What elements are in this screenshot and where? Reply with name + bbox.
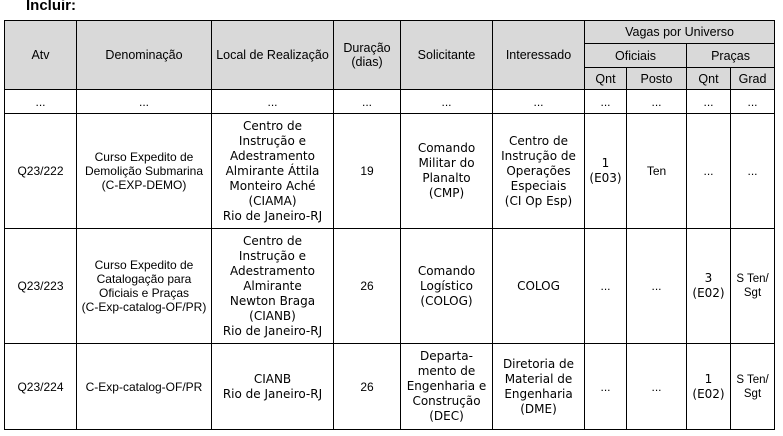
cell-qnt-oficiais: ... [585, 90, 627, 114]
activities-table [4, 20, 775, 430]
cell-interessado: COLOG [493, 229, 585, 344]
cell-interessado: Centro de Instrução de Operações Especiais (CI Op Esp) [493, 114, 585, 229]
cell-qnt-pracas: 1 (E02) [687, 344, 731, 430]
header-qnt-pracas: Qnt [687, 68, 731, 90]
cell-grad: S Ten/ Sgt [731, 229, 775, 344]
cell-interessado: Diretoria de Material de Engenharia (DME) [493, 344, 585, 430]
header-pracas: Praças [687, 44, 775, 68]
cell-atv: Q23/222 [5, 114, 77, 229]
cell-local: CIANB Rio de Janeiro-RJ [212, 344, 334, 430]
cell-local: Centro de Instrução e Adestramento Almirante Áttila Monteiro Aché (CIAMA) Rio de Janeiro-RJ [212, 114, 334, 229]
header-posto: Posto [627, 68, 687, 90]
cell-atv: ... [5, 90, 77, 114]
cell-interessado: ... [493, 90, 585, 114]
cell-denominacao: Curso Expedito de Catalogação para Oficiais e Praças (C-Exp-catalog-OF/PR) [77, 229, 212, 344]
cell-denominacao: Curso Expedito de Demolição Submarina (C-EXP-DEMO) [77, 114, 212, 229]
table-row [5, 344, 775, 430]
table-row [5, 114, 775, 229]
cell-duracao: 19 [334, 114, 401, 229]
header-denominacao: Denominação [77, 21, 212, 90]
cell-qnt-oficiais: ... [585, 229, 627, 344]
header-vagas: Vagas por Universo [585, 21, 775, 44]
cell-qnt-oficiais: 1 (E03) [585, 114, 627, 229]
cell-grad: ... [731, 90, 775, 114]
header-local: Local de Realização [212, 21, 334, 90]
header-interessado: Interessado [493, 21, 585, 90]
cell-solicitante: Departa- mento de Engenharia e Construção (DEC) [401, 344, 493, 430]
cell-local: ... [212, 90, 334, 114]
cell-local: Centro de Instrução e Adestramento Almirante Newton Braga (CIANB) Rio de Janeiro-RJ [212, 229, 334, 344]
cell-duracao: 26 [334, 229, 401, 344]
cell-grad: S Ten/ Sgt [731, 344, 775, 430]
section-heading: Incluir: [26, 0, 77, 14]
table-row [5, 229, 775, 344]
cell-denominacao: ... [77, 90, 212, 114]
cell-atv: Q23/223 [5, 229, 77, 344]
cell-posto: ... [627, 344, 687, 430]
cell-duracao: ... [334, 90, 401, 114]
table-row [5, 90, 775, 114]
cell-qnt-pracas: 3 (E02) [687, 229, 731, 344]
cell-qnt-pracas: ... [687, 114, 731, 229]
header-duracao: Duração (dias) [334, 21, 401, 90]
cell-posto: ... [627, 90, 687, 114]
cell-denominacao: C-Exp-catalog-OF/PR [77, 344, 212, 430]
header-qnt-oficiais: Qnt [585, 68, 627, 90]
cell-solicitante: Comando Logístico (COLOG) [401, 229, 493, 344]
header-oficiais: Oficiais [585, 44, 687, 68]
cell-solicitante: Comando Militar do Planalto (CMP) [401, 114, 493, 229]
cell-qnt-oficiais: ... [585, 344, 627, 430]
cell-posto: Ten [627, 114, 687, 229]
header-grad: Grad [731, 68, 775, 90]
cell-solicitante: ... [401, 90, 493, 114]
cell-posto: ... [627, 229, 687, 344]
cell-grad: ... [731, 114, 775, 229]
cell-atv: Q23/224 [5, 344, 77, 430]
header-solicitante: Solicitante [401, 21, 493, 90]
header-atv: Atv [5, 21, 77, 90]
cell-qnt-pracas: ... [687, 90, 731, 114]
cell-duracao: 26 [334, 344, 401, 430]
